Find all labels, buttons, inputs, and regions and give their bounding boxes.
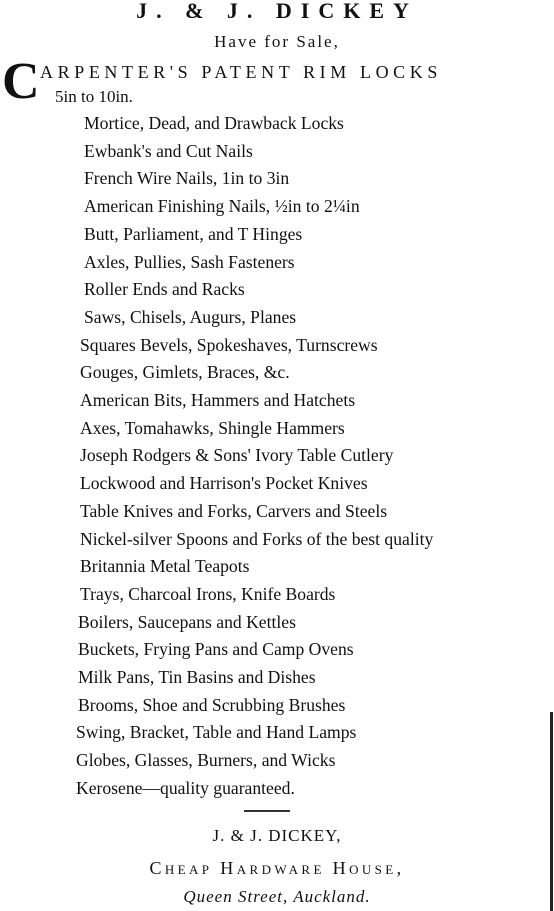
- list-item: Joseph Rodgers & Sons' Ivory Table Cutlery: [80, 445, 394, 465]
- list-item: Axles, Pullies, Sash Fasteners: [84, 252, 295, 272]
- list-item: Nickel-silver Spoons and Forks of the best quality: [80, 529, 434, 549]
- list-item: Butt, Parliament, and T Hinges: [84, 224, 303, 244]
- footer-divider: [244, 810, 290, 812]
- list-item: Ewbank's and Cut Nails: [84, 141, 253, 161]
- list-item: Gouges, Gimlets, Braces, &c.: [80, 362, 290, 382]
- list-item: Brooms, Shoe and Scrubbing Brushes: [78, 695, 346, 715]
- list-item: Saws, Chisels, Augurs, Planes: [84, 307, 297, 327]
- list-item: Swing, Bracket, Table and Hand Lamps: [76, 722, 357, 742]
- firm-heading: J. & J. DICKEY: [136, 0, 418, 23]
- lead-item-title: ARPENTER'S PATENT RIM LOCKS: [40, 62, 442, 82]
- list-item: Axes, Tomahawks, Shingle Hammers: [80, 418, 345, 438]
- list-item: Buckets, Frying Pans and Camp Ovens: [78, 639, 354, 659]
- list-item: Milk Pans, Tin Basins and Dishes: [78, 667, 316, 687]
- list-item: Trays, Charcoal Irons, Knife Boards: [80, 584, 336, 604]
- list-item: American Bits, Hammers and Hatchets: [80, 390, 356, 410]
- footer-firm: J. & J. DICKEY,: [212, 826, 342, 845]
- list-item: Table Knives and Forks, Carvers and Steels: [80, 501, 388, 521]
- list-item: Roller Ends and Racks: [84, 279, 245, 299]
- list-item: Squares Bevels, Spokeshaves, Turnscrews: [80, 335, 378, 355]
- lead-item-sizes: 5in to 10in.: [55, 87, 133, 106]
- list-item: Boilers, Saucepans and Kettles: [78, 612, 296, 632]
- footer-house: Cheap Hardware House,: [149, 858, 405, 878]
- drop-cap: C: [2, 53, 40, 110]
- list-item: Britannia Metal Teapots: [80, 556, 250, 576]
- list-item: French Wire Nails, 1in to 3in: [84, 168, 290, 188]
- footer-address: Queen Street, Auckland.: [183, 887, 371, 906]
- column-rule: [550, 712, 553, 911]
- list-item: Globes, Glasses, Burners, and Wicks: [76, 750, 336, 770]
- list-item: Mortice, Dead, and Drawback Locks: [84, 113, 344, 133]
- list-item: American Finishing Nails, ½in to 2¼in: [84, 196, 360, 216]
- intro-line: Have for Sale,: [214, 32, 340, 51]
- list-item: Kerosene—quality guaranteed.: [76, 778, 295, 798]
- list-item: Lockwood and Harrison's Pocket Knives: [80, 473, 368, 493]
